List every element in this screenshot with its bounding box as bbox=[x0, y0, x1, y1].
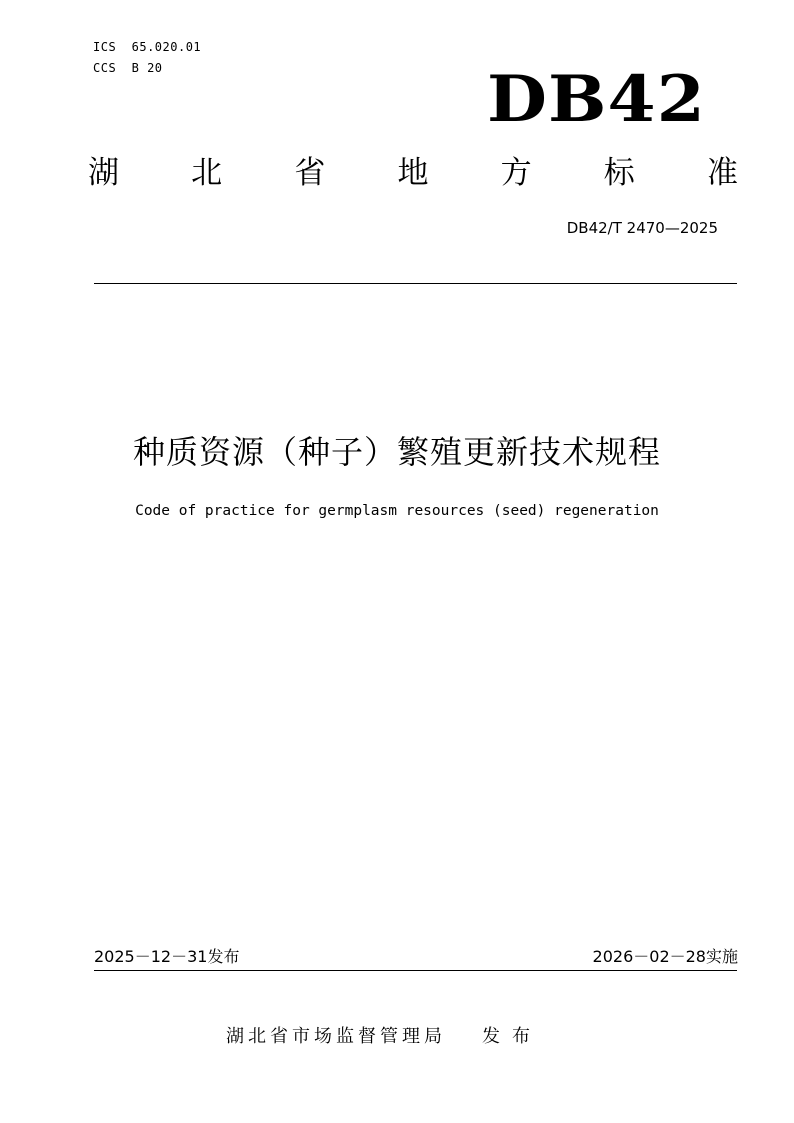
issuer-name: 湖北省市场监督管理局 bbox=[226, 1026, 446, 1047]
issue-date: 2025－12－31发布 bbox=[94, 947, 240, 966]
standard-type-char: 地 bbox=[397, 155, 429, 191]
standard-type-char: 北 bbox=[191, 155, 223, 191]
db42-logo: DB42 bbox=[487, 62, 706, 137]
standard-type-char: 标 bbox=[603, 155, 635, 191]
footer-divider bbox=[94, 970, 737, 971]
header-divider bbox=[94, 283, 737, 284]
issuer-row bbox=[226, 1024, 542, 1050]
implementation-date: 2026－02－28实施 bbox=[592, 947, 738, 966]
standard-type-title bbox=[88, 152, 738, 194]
standard-type-char: 省 bbox=[294, 155, 326, 191]
ics-code: ICS 65.020.01 bbox=[93, 40, 202, 54]
document-title-en: Code of practice for germplasm resources (seed) regeneration bbox=[135, 503, 659, 519]
standard-type-char: 方 bbox=[500, 155, 532, 191]
document-title-cn: 种质资源（种子）繁殖更新技术规程 bbox=[132, 433, 661, 471]
standard-number: DB42/T 2470—2025 bbox=[566, 219, 718, 237]
standard-type-char: 湖 bbox=[88, 155, 119, 191]
ccs-code: CCS B 20 bbox=[93, 61, 163, 75]
issue-label: 发布 bbox=[482, 1026, 542, 1047]
standard-type-char: 准 bbox=[706, 155, 738, 191]
